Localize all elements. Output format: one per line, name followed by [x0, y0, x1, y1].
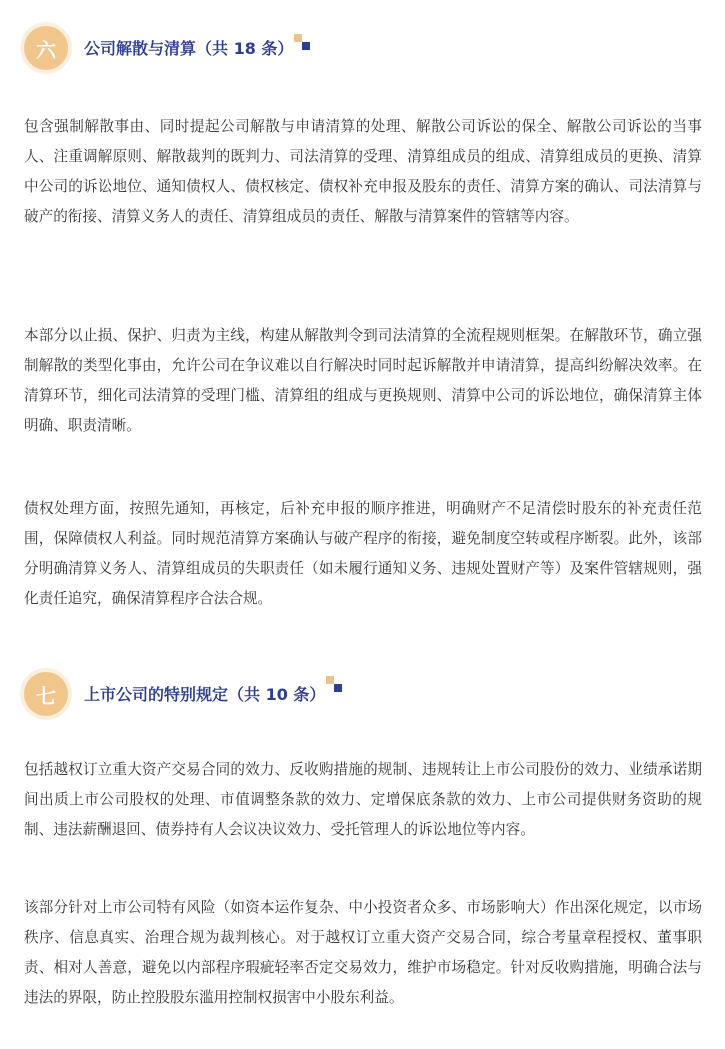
section-title: 上市公司的特别规定（共 10 条）: [84, 685, 326, 704]
paragraph: 包括越权订立重大资产交易合同的效力、反收购措施的规制、违规转让上市公司股份的效力、业绩承诺期间出质上市公司股权的处理、市值调整条款的效力、定增保底条款的效力、上市公司提供财务资助的规制、违法薪酬退回、债券持有人会议决议效力、受托管理人的诉讼地位等内容。: [24, 761, 702, 838]
paragraph: 该部分针对上市公司特有风险（如资本运作复杂、中小投资者众多、市场影响大）作出深化规定，以市场秩序、信息真实、治理合规为裁判核心。对于越权订立重大资产交易合同，综合考量章程授权、董事职责、相对人善意，避免以内部程序瑕疵轻率否定交易效力，维护市场稳定。针对反收购措施，明确合法与违法的界限，防止控股股东滥用控制权损害中小股东利益。: [24, 899, 702, 1006]
section-title: 公司解散与清算（共 18 条）: [84, 39, 294, 58]
paragraph: 本部分以止损、保护、归责为主线，构建从解散判令到司法清算的全流程规则框架。在解散环节，确立强制解散的类型化事由，允许公司在争议难以自行解决时同时起诉解散并申请清算，提高纠纷解决效率。在清算环节，细化司法清算的受理门槛、清算组的组成与更换规则、清算中公司的诉讼地位，确保清算主体明确、职责清晰。: [24, 327, 702, 434]
paragraph: 包含强制解散事由、同时提起公司解散与申请清算的处理、解散公司诉讼的保全、解散公司诉讼的当事人、注重调解原则、解散裁判的既判力、司法清算的受理、清算组成员的组成、清算组成员的更换、清算中公司的诉讼地位、通知债权人、债权核定、债权补充申报及股东的责任、清算方案的确认、司法清算与破产的衔接、清算义务人的责任、清算组成员的责任、解散与清算案件的管辖等内容。: [24, 118, 702, 225]
section-number-badge: 七: [24, 672, 68, 716]
section-header-7: [24, 672, 704, 722]
paragraph: 债权处理方面，按照先通知，再核定，后补充申报的顺序推进，明确财产不足清偿时股东的补充责任范围，保障债权人利益。同时规范清算方案确认与破产程序的衔接，避免制度空转或程序断裂。此外，该部分明确清算义务人、清算组成员的失职责任（如未履行通知义务、违规处置财产等）及案件管辖规则，强化责任追究，确保清算程序合法合规。: [24, 500, 702, 607]
section-number-badge: 六: [24, 26, 68, 70]
section-header-6: [24, 26, 704, 76]
